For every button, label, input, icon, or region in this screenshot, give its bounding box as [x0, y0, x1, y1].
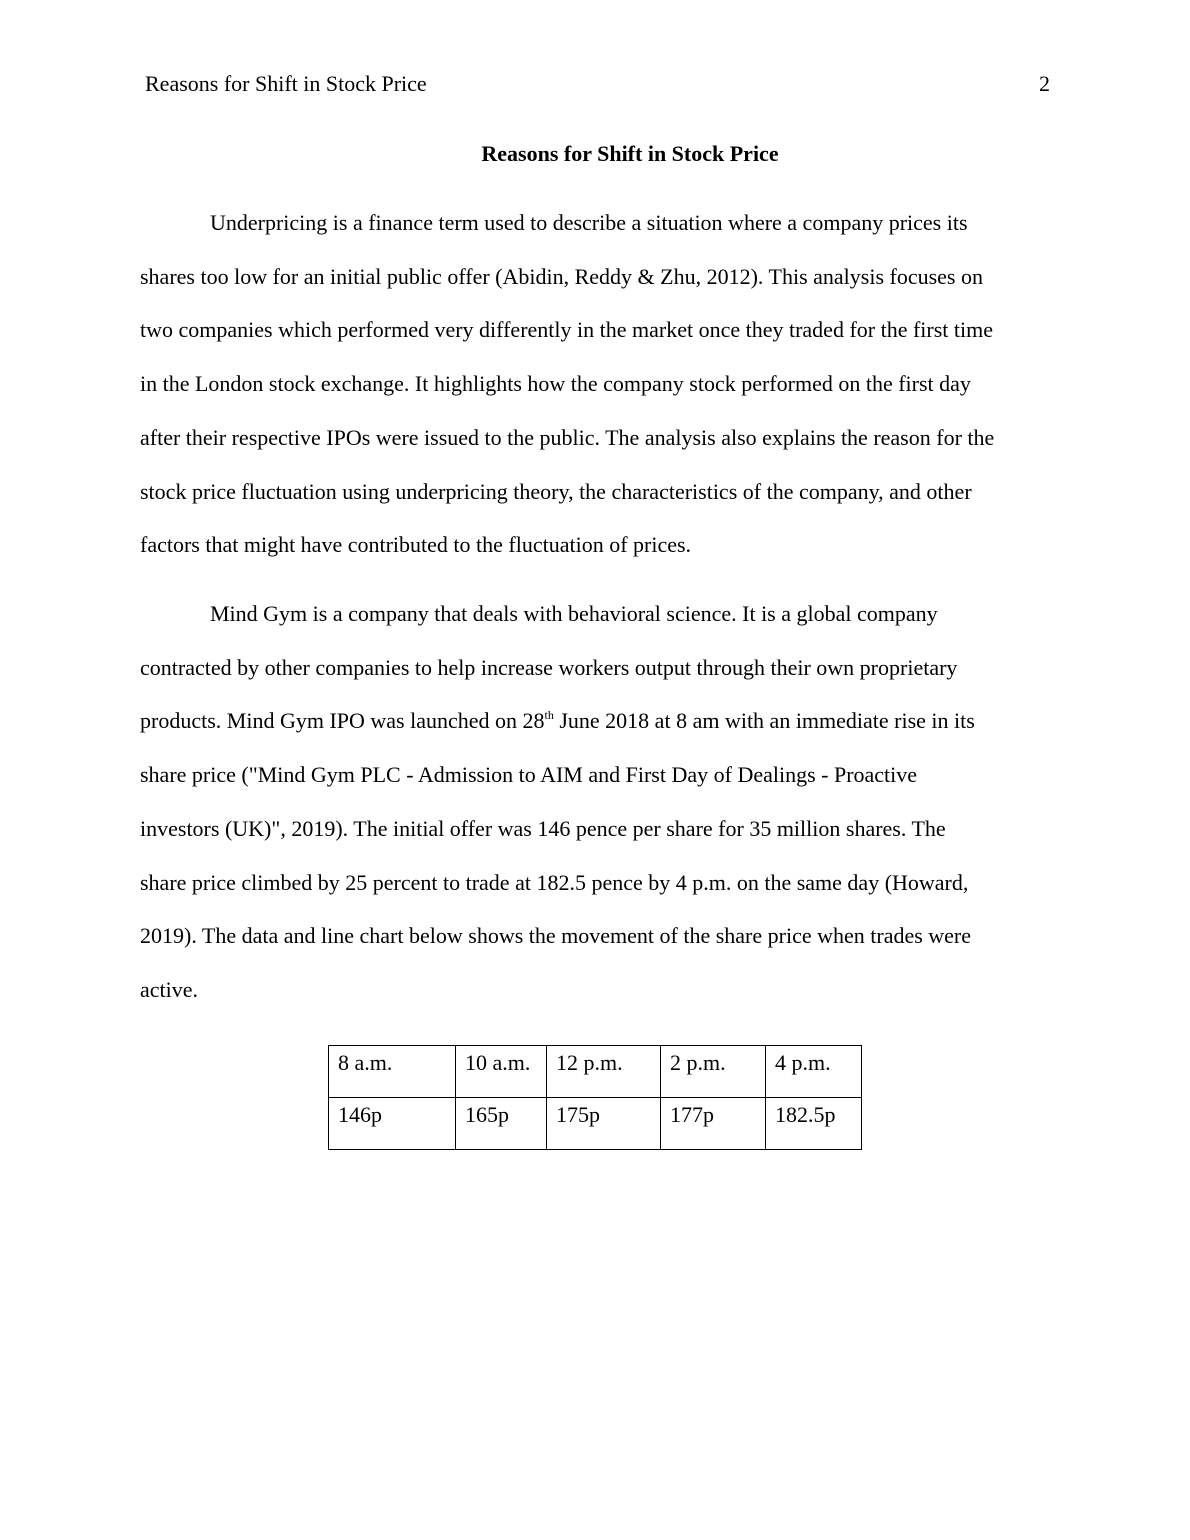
paragraph-line: in the London stock exchange. It highlights how the company stock performed on the first day: [140, 371, 971, 397]
table-cell-price: 165p: [456, 1098, 547, 1150]
table-cell-price: 177p: [661, 1098, 766, 1150]
text-run: June 2018 at 8 am with an immediate rise in its: [553, 708, 975, 734]
page-number: 2: [1039, 71, 1050, 96]
paragraph-line: factors that might have contributed to the fluctuation of prices.: [140, 532, 692, 558]
table-cell-time: 12 p.m.: [547, 1046, 661, 1098]
paragraph-line: 2019). The data and line chart below shows the movement of the share price when trades were: [140, 923, 972, 949]
paragraph-line: after their respective IPOs were issued to the public. The analysis also explains the reason for the: [140, 424, 995, 450]
paragraph-line: investors (UK)", 2019). The initial offer was 146 pence per share for 35 million shares. The: [140, 815, 946, 841]
table-cell-price: 182.5p: [766, 1098, 862, 1150]
text-run: products. Mind Gym IPO was launched on 28: [140, 708, 545, 734]
paragraph-line: active.: [140, 976, 199, 1002]
paragraph-line: share price ("Mind Gym PLC - Admission to AIM and First Day of Dealings - Proactive: [140, 762, 918, 788]
table-row-times: [329, 1046, 862, 1098]
paragraph-line: contracted by other companies to help increase workers output through their own proprietary: [140, 654, 958, 680]
table-cell-time: 8 a.m.: [329, 1046, 456, 1098]
table-cell-price: 146p: [329, 1098, 456, 1150]
table-cell-time: 2 p.m.: [661, 1046, 766, 1098]
table-row-prices: [329, 1098, 862, 1150]
ordinal-superscript: th: [544, 708, 554, 723]
paragraph-line: two companies which performed very differently in the market once they traded for the first time: [140, 317, 994, 343]
paragraph-line: stock price fluctuation using underpricing theory, the characteristics of the company, and other: [140, 478, 972, 504]
table-cell-price: 175p: [547, 1098, 661, 1150]
running-head: Reasons for Shift in Stock Price: [145, 71, 427, 96]
paragraph-line: Mind Gym is a company that deals with behavioral science. It is a global company: [210, 601, 938, 626]
document-title: Reasons for Shift in Stock Price: [481, 141, 779, 166]
paragraph-mind-gym: [140, 587, 1050, 1017]
paragraph-line: Underpricing is a finance term used to describe a situation where a company prices its: [210, 210, 968, 235]
paragraph-line: shares too low for an initial public offer (Abidin, Reddy & Zhu, 2012). This analysis focuses on: [140, 263, 983, 289]
share-price-table: [328, 1045, 862, 1150]
paragraph-line: [140, 694, 1050, 748]
paragraph-underpricing: [140, 196, 1050, 572]
table-cell-time: 4 p.m.: [766, 1046, 862, 1098]
table-cell-time: 10 a.m.: [456, 1046, 547, 1098]
paragraph-line: share price climbed by 25 percent to trade at 182.5 pence by 4 p.m. on the same day (Howard,: [140, 869, 969, 895]
